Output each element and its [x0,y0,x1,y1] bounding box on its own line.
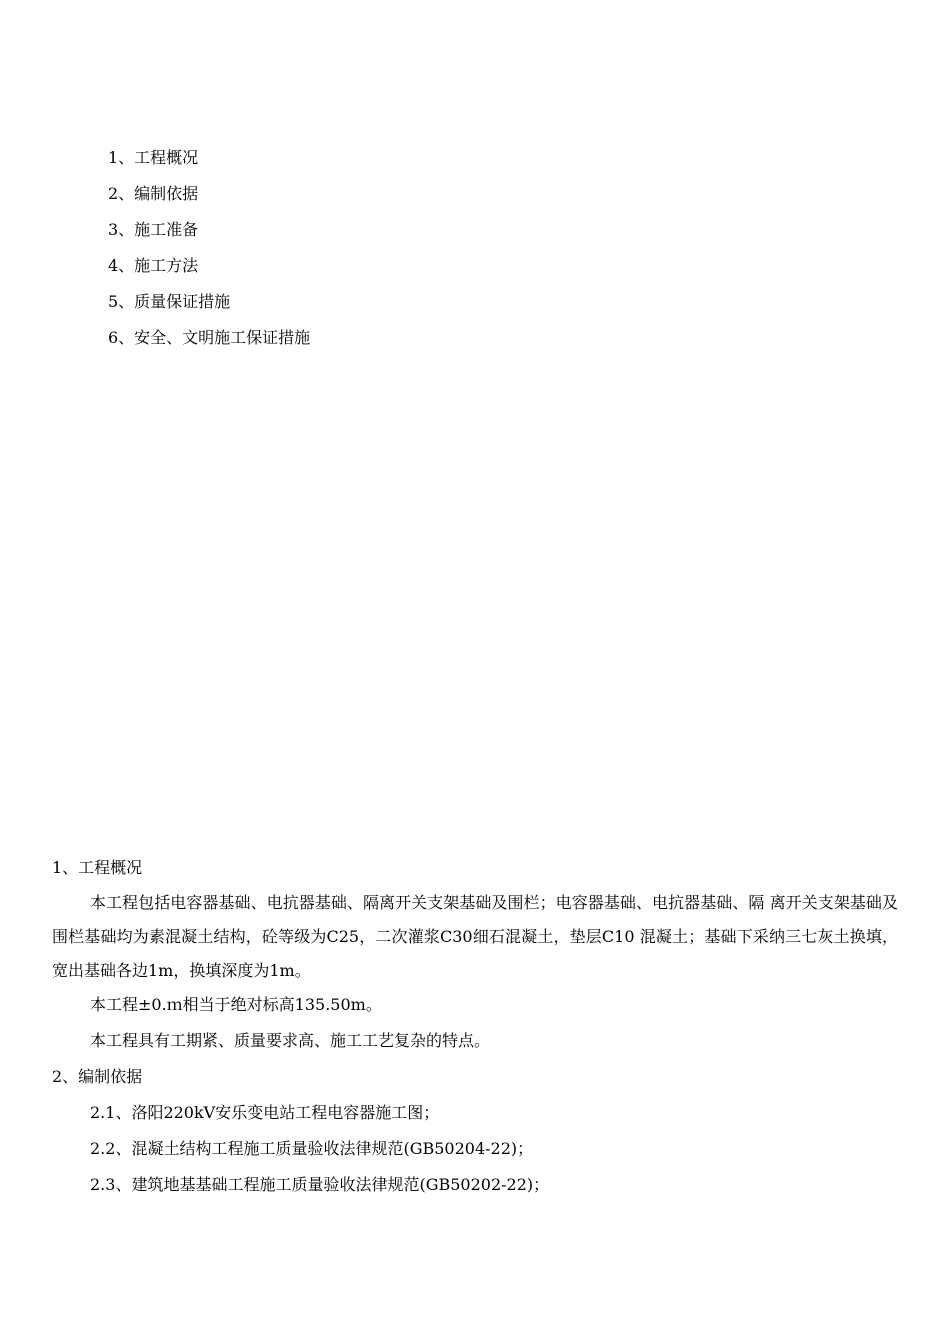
paragraph: 本工程具有工期紧、质量要求高、施工工艺复杂的特点。 [90,1031,491,1050]
paragraph: 本工程±0.ｍ相当于绝对标高135.50m。 [90,995,382,1014]
reference-item: 2.3、建筑地基基础工程施工质量验收法律规范(GB50202-22)； [90,1175,550,1194]
toc-item: 4、施工方法 [108,256,199,275]
document-body [52,856,898,1209]
toc-item: 3、施工准备 [108,220,199,239]
toc-item: 6、安全、文明施工保证措施 [108,328,311,347]
toc-item: 1、工程概况 [108,148,199,167]
section-heading: 1、工程概况 [52,858,143,877]
reference-item: 2.1、洛阳220kV安乐变电站工程电容器施工图； [90,1103,440,1122]
section-heading: 2、编制依据 [52,1067,143,1086]
table-of-contents [108,148,310,364]
paragraph: 本工程包括电容器基础、电抗器基础、隔离开关支架基础及围栏；电容器基础、电抗器基础、隔 离开关支架基础及围栏基础均为素混凝土结构，砼等级为C25，二次灌浆C30细石混凝土，垫层C10 混凝土；基础下采纳三七灰土换填，宽出基础各边1m，换填深度为1m。 [52,893,898,980]
toc-item: 2、编制依据 [108,184,199,203]
toc-item: 5、质量保证措施 [108,292,231,311]
reference-item: 2.2、混凝土结构工程施工质量验收法律规范(GB50204-22)； [90,1139,534,1158]
